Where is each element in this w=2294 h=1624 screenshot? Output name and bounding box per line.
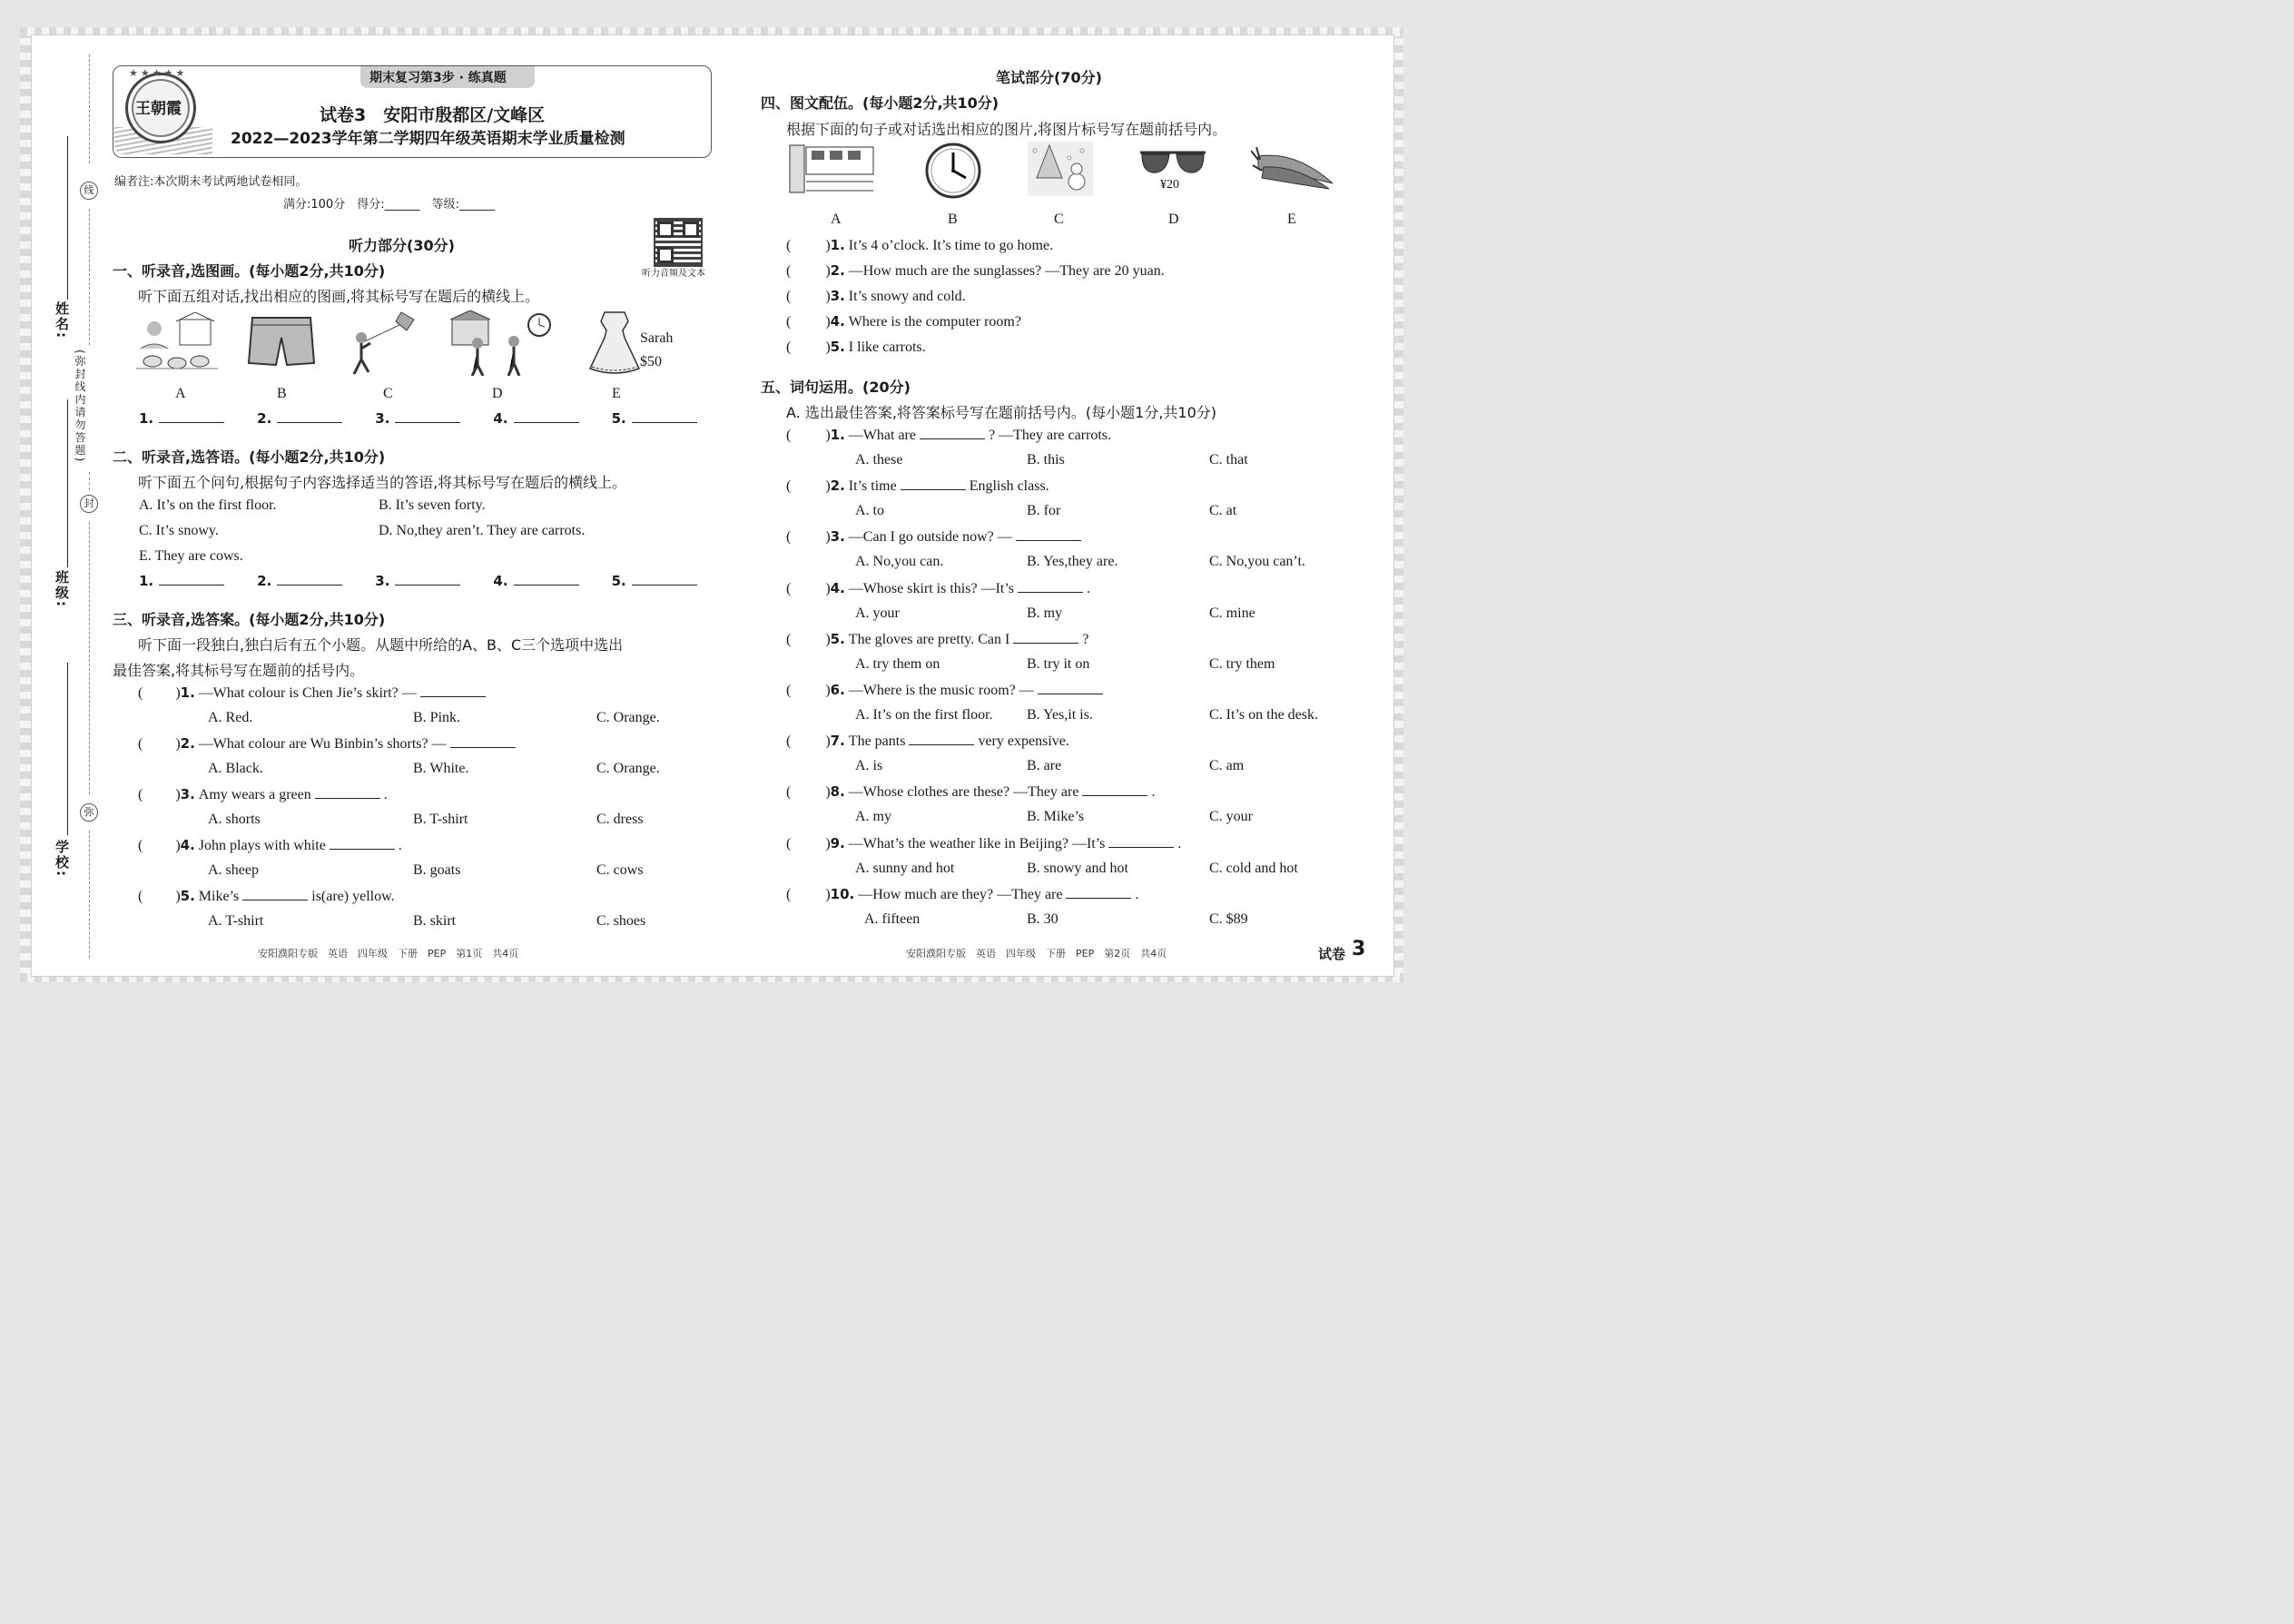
question-row [138,735,519,753]
question-row [786,682,1107,699]
item-text: I like carrots. [848,340,926,355]
sidebar-warning: (弥封线内请勿答题) [74,349,86,464]
option-a: A. my [855,809,891,825]
option-b: B. White. [413,761,469,776]
match-item [786,237,1053,254]
open-paren: ( [786,289,792,304]
open-paren: ( [786,886,792,902]
open-paren: ( [786,733,792,750]
question-number: 8. [830,783,845,801]
question-text: —What are [848,428,916,443]
option-c: C. It’s on the desk. [1209,707,1318,723]
answer-blank[interactable] [395,585,460,586]
match-item [786,339,926,356]
s4-instruction: 根据下面的句子或对话选出相应的图片,将图片标号写在题前括号内。 [786,121,1227,138]
s4-title: 四、图文配伍。(每小题2分,共10分) [761,94,999,112]
answer-blank[interactable] [909,744,974,745]
question-number: 3. [830,528,845,546]
question-text: Amy wears a green [198,787,311,802]
question-number: 9. [830,834,845,851]
close-paren: ) [825,263,831,279]
item-text: It’s snowy and cold. [848,289,966,304]
s1-instruction: 听下面五组对话,找出相应的图画,将其标号写在题后的横线上。 [138,288,540,305]
s1-title: 一、听录音,选图画。(每小题2分,共10分) [113,262,386,280]
close-paren: ) [825,886,831,902]
close-paren: ) [825,238,831,253]
picture-clock [924,142,982,200]
option-a: A. No,you can. [855,554,944,570]
s4-pic-label: B [948,212,958,227]
question-row [786,477,1049,495]
option-a: A. to [855,503,884,519]
s2-instruction: 听下面五个问句,根据句子内容选择适当的答语,将其标号写在题后的横线上。 [138,474,627,491]
question-text-tail: ? —They are carrots. [988,428,1112,443]
answer-blank[interactable] [159,422,224,423]
option-b: B. Mike’s [1027,809,1085,825]
option-a: A. It’s on the first floor. [855,707,993,723]
answer-blank[interactable] [1016,540,1081,541]
option-a: A. shorts [208,812,261,827]
paper-number: 3 [1352,938,1366,960]
close-paren: ) [825,478,831,495]
match-item [786,262,1165,280]
answer-blank[interactable] [1082,795,1147,796]
s1-pic-label: A [175,386,186,401]
open-paren: ( [786,428,792,443]
logo-badge [125,73,196,143]
question-row [138,684,489,702]
picture-computer-room [788,142,877,194]
answer-blank[interactable] [920,438,985,439]
question-text: The gloves are pretty. Can I [848,631,1010,647]
answer-blank[interactable] [450,747,516,748]
open-paren: ( [786,835,792,851]
question-text-tail: is(are) yellow. [311,889,395,904]
listening-title: 听力部分(30分) [349,237,455,254]
s1-pic-label: E [612,386,621,401]
answer-blank[interactable] [420,696,486,697]
close-paren: ) [825,314,831,330]
open-paren: ( [138,838,143,853]
s1-answer-row: 1. 2. 3. 4. 5. [139,410,697,428]
option-c: C. $89 [1209,910,1248,927]
option-b: B. are [1027,758,1062,774]
question-text-tail: . [1151,784,1156,801]
school-field[interactable] [67,663,68,835]
item-text: —How much are the sunglasses? —They are 20 yuan. [848,263,1165,279]
score-line: 满分:100分 得分:______ 等级:______ [283,198,495,212]
dress-price: $50 [640,354,662,369]
question-number: 3. [180,786,195,802]
s5-instruction: A. 选出最佳答案,将答案标号写在题前括号内。(每小题1分,共10分) [786,404,1217,421]
question-row [786,783,1155,801]
close-paren: ) [825,289,831,304]
feng-mark: 封 [80,495,98,513]
option-c: C. No,you can’t. [1209,554,1305,570]
option-a: A. is [855,758,883,774]
question-number: 2. [830,477,845,495]
open-paren: ( [786,478,792,495]
item-number: 2. [830,262,845,279]
paper-label: 试卷 [1318,946,1346,962]
s1-pic-label: D [492,386,503,401]
option-b: B. 30 [1027,910,1058,927]
answer-blank[interactable] [277,422,342,423]
question-number: 10. [830,885,855,902]
option-b: B. snowy and hot [1027,860,1128,876]
open-paren: ( [138,685,143,701]
exam-subtitle: 2022—2023学年第二学期四年级英语期末学业质量检测 [231,130,625,148]
dress-name: Sarah [640,330,674,346]
s1-pic-label: B [277,386,287,401]
option-c: C. dress [596,812,644,827]
open-paren: ( [786,340,792,355]
option-a: A. these [855,452,903,468]
option-a: A. your [855,605,900,621]
item-text: It’s 4 o’clock. It’s time to go home. [848,238,1054,253]
question-text-tail: . [1177,835,1182,851]
open-paren: ( [138,787,143,802]
question-text: The pants [848,733,906,750]
option-c: C. try them [1209,655,1275,672]
question-text: —What colour is Chen Jie’s skirt? — [198,685,417,701]
option-b: B. for [1027,503,1061,519]
match-item [786,313,1021,330]
s2-option: E. They are cows. [139,548,243,564]
open-paren: ( [786,314,792,330]
tagline: 期末复习第3步 · 练真题 [369,71,507,85]
question-text-tail: . [398,838,402,853]
open-paren: ( [786,631,792,647]
s2-option: C. It’s snowy. [139,523,219,538]
option-c: C. your [1209,809,1253,825]
item-text: Where is the computer room? [848,314,1021,330]
close-paren: ) [175,838,181,853]
question-text: —How much are they? —They are [858,886,1063,902]
sunglasses-price: ¥20 [1160,178,1179,192]
option-b: B. my [1027,605,1063,621]
item-number: 1. [830,237,845,253]
picture-sunglasses [1138,149,1207,176]
option-c: C. at [1209,503,1237,519]
close-paren: ) [825,529,831,546]
answer-blank[interactable] [1066,898,1131,899]
logo-text: 王朝霞 [135,100,182,118]
answer-blank[interactable] [1108,847,1174,848]
s5-title: 五、词句运用。(20分) [761,379,911,396]
answer-blank[interactable] [159,585,224,586]
question-row [786,733,1069,750]
s3-title: 三、听录音,选答案。(每小题2分,共10分) [113,611,386,628]
school-label: 学校: [54,840,70,878]
question-row [786,528,1085,546]
question-number: 5. [180,888,195,904]
option-b: B. T-shirt [413,812,468,827]
s4-pic-label: E [1287,212,1296,227]
question-row [138,888,395,905]
question-row [786,835,1181,852]
answer-blank[interactable] [315,798,380,799]
question-number: 4. [830,579,845,596]
open-paren: ( [786,580,792,596]
open-paren: ( [786,263,792,279]
open-paren: ( [786,784,792,801]
open-paren: ( [786,238,792,253]
answer-blank[interactable] [242,900,308,901]
question-text: —Whose clothes are these? —They are [848,784,1079,801]
answer-blank[interactable] [330,849,395,850]
question-text-tail: . [383,787,388,802]
question-text: —What’s the weather like in Beijing? —It’s [848,835,1106,851]
picture-shorts [247,314,316,369]
s2-title: 二、听录音,选答语。(每小题2分,共10分) [113,448,386,466]
close-paren: ) [825,835,831,851]
question-row [138,837,402,854]
s4-pic-label: D [1168,212,1179,227]
exam-title: 试卷3 安阳市殷都区/文峰区 [320,105,546,125]
writing-title: 笔试部分(70分) [996,69,1102,86]
question-number: 4. [180,837,195,853]
question-number: 1. [180,684,195,701]
answer-blank[interactable] [1018,592,1083,593]
picture-kite [345,310,419,376]
question-text-tail: English class. [969,478,1049,495]
question-number: 5. [830,630,845,647]
xian-mark: 线 [80,182,98,200]
s2-answer-row: 1. 2. 3. 4. 5. [139,573,697,590]
question-row [786,580,1090,597]
s2-option: D. No,they aren’t. They are carrots. [379,523,586,538]
item-number: 3. [830,288,845,304]
item-number: 5. [830,339,845,355]
option-c: C. shoes [596,913,646,929]
question-number: 1. [830,427,845,443]
option-b: B. Yes,they are. [1027,554,1118,570]
close-paren: ) [825,733,831,750]
picture-farm [136,312,218,374]
answer-blank[interactable] [632,422,697,423]
option-a: A. try them on [855,655,940,672]
close-paren: ) [825,631,831,647]
answer-blank[interactable] [395,422,460,423]
question-text-tail: very expensive. [978,733,1069,750]
question-text: Mike’s [198,889,240,904]
answer-blank[interactable] [277,585,342,586]
question-row [786,886,1138,903]
option-b: B. skirt [413,913,457,929]
open-paren: ( [138,736,143,752]
footer-right: 安阳濮阳专版 英语 四年级 下册 PEP 第2页 共4页 [906,948,1167,960]
close-paren: ) [825,683,831,698]
close-paren: ) [175,787,181,802]
question-text: John plays with white [198,838,326,853]
option-b: B. this [1027,452,1065,468]
question-number: 6. [830,682,845,698]
s1-pic-label: C [383,386,393,401]
option-b: B. Pink. [413,710,461,725]
option-a: A. Black. [208,761,263,776]
qr-code[interactable] [654,218,703,267]
picture-dress [588,310,641,376]
option-c: C. mine [1209,605,1255,621]
question-number: 2. [180,735,195,752]
answer-blank[interactable] [1013,643,1078,644]
question-text: It’s time [848,478,897,495]
option-c: C. cold and hot [1209,860,1298,876]
open-paren: ( [786,683,792,698]
match-item [786,288,966,305]
footer-left: 安阳濮阳专版 英语 四年级 下册 PEP 第1页 共4页 [258,948,519,960]
class-field[interactable] [67,399,68,567]
s4-pic-label: A [831,212,842,227]
qr-caption: 听力音频及文本 [642,269,705,279]
question-text-tail: . [1135,886,1139,902]
close-paren: ) [825,580,831,596]
picture-snow [1028,142,1093,196]
option-b: B. goats [413,862,461,878]
question-text: —Whose skirt is this? —It’s [848,580,1015,596]
option-a: A. sheep [208,862,259,878]
option-b: B. Yes,it is. [1027,707,1093,723]
class-label: 班级: [54,570,70,608]
picture-school-clock [450,310,556,376]
question-row [786,427,1111,444]
s4-pic-label: C [1054,212,1064,227]
name-label: 姓名: [54,301,70,340]
s2-option: A. It’s on the first floor. [139,497,277,513]
answer-blank[interactable] [632,585,697,586]
answer-blank[interactable] [901,489,966,490]
answer-blank[interactable] [514,585,579,586]
mi-mark: 弥 [80,803,98,822]
open-paren: ( [138,889,143,904]
question-text-tail: . [1087,580,1091,596]
editor-note: 编者注:本次期末考试两地试卷相同。 [114,175,308,189]
open-paren: ( [786,529,792,546]
option-c: C. Orange. [596,761,660,776]
question-number: 7. [830,733,845,750]
option-a: A. Red. [208,710,253,725]
option-b: B. try it on [1027,655,1090,672]
option-a: A. T-shirt [208,913,264,929]
option-c: C. Orange. [596,710,660,725]
option-a: A. fifteen [864,910,921,927]
question-text: —What colour are Wu Binbin’s shorts? — [198,736,447,752]
question-text: —Can I go outside now? — [848,529,1012,546]
close-paren: ) [175,889,181,904]
option-c: C. that [1209,452,1248,468]
s3-instruction: 听下面一段独白,独白后有五个小题。从题中所给的A、B、C三个选项中选出 [138,636,624,654]
answer-blank[interactable] [514,422,579,423]
question-row [138,786,388,803]
close-paren: ) [175,685,181,701]
option-a: A. sunny and hot [855,860,955,876]
picture-carrots [1251,147,1334,191]
s2-option: B. It’s seven forty. [379,497,486,513]
close-paren: ) [175,736,181,752]
option-c: C. cows [596,862,644,878]
logo-stars: ★★★★★ [129,68,188,79]
name-field[interactable] [67,136,68,300]
s3-instruction: 最佳答案,将其标号写在题前的括号内。 [113,662,365,679]
question-text-tail: ? [1082,631,1089,647]
close-paren: ) [825,784,831,801]
close-paren: ) [825,428,831,443]
question-text: —Where is the music room? — [848,683,1034,698]
close-paren: ) [825,340,831,355]
item-number: 4. [830,313,845,330]
option-c: C. am [1209,758,1245,774]
question-row [786,631,1088,648]
